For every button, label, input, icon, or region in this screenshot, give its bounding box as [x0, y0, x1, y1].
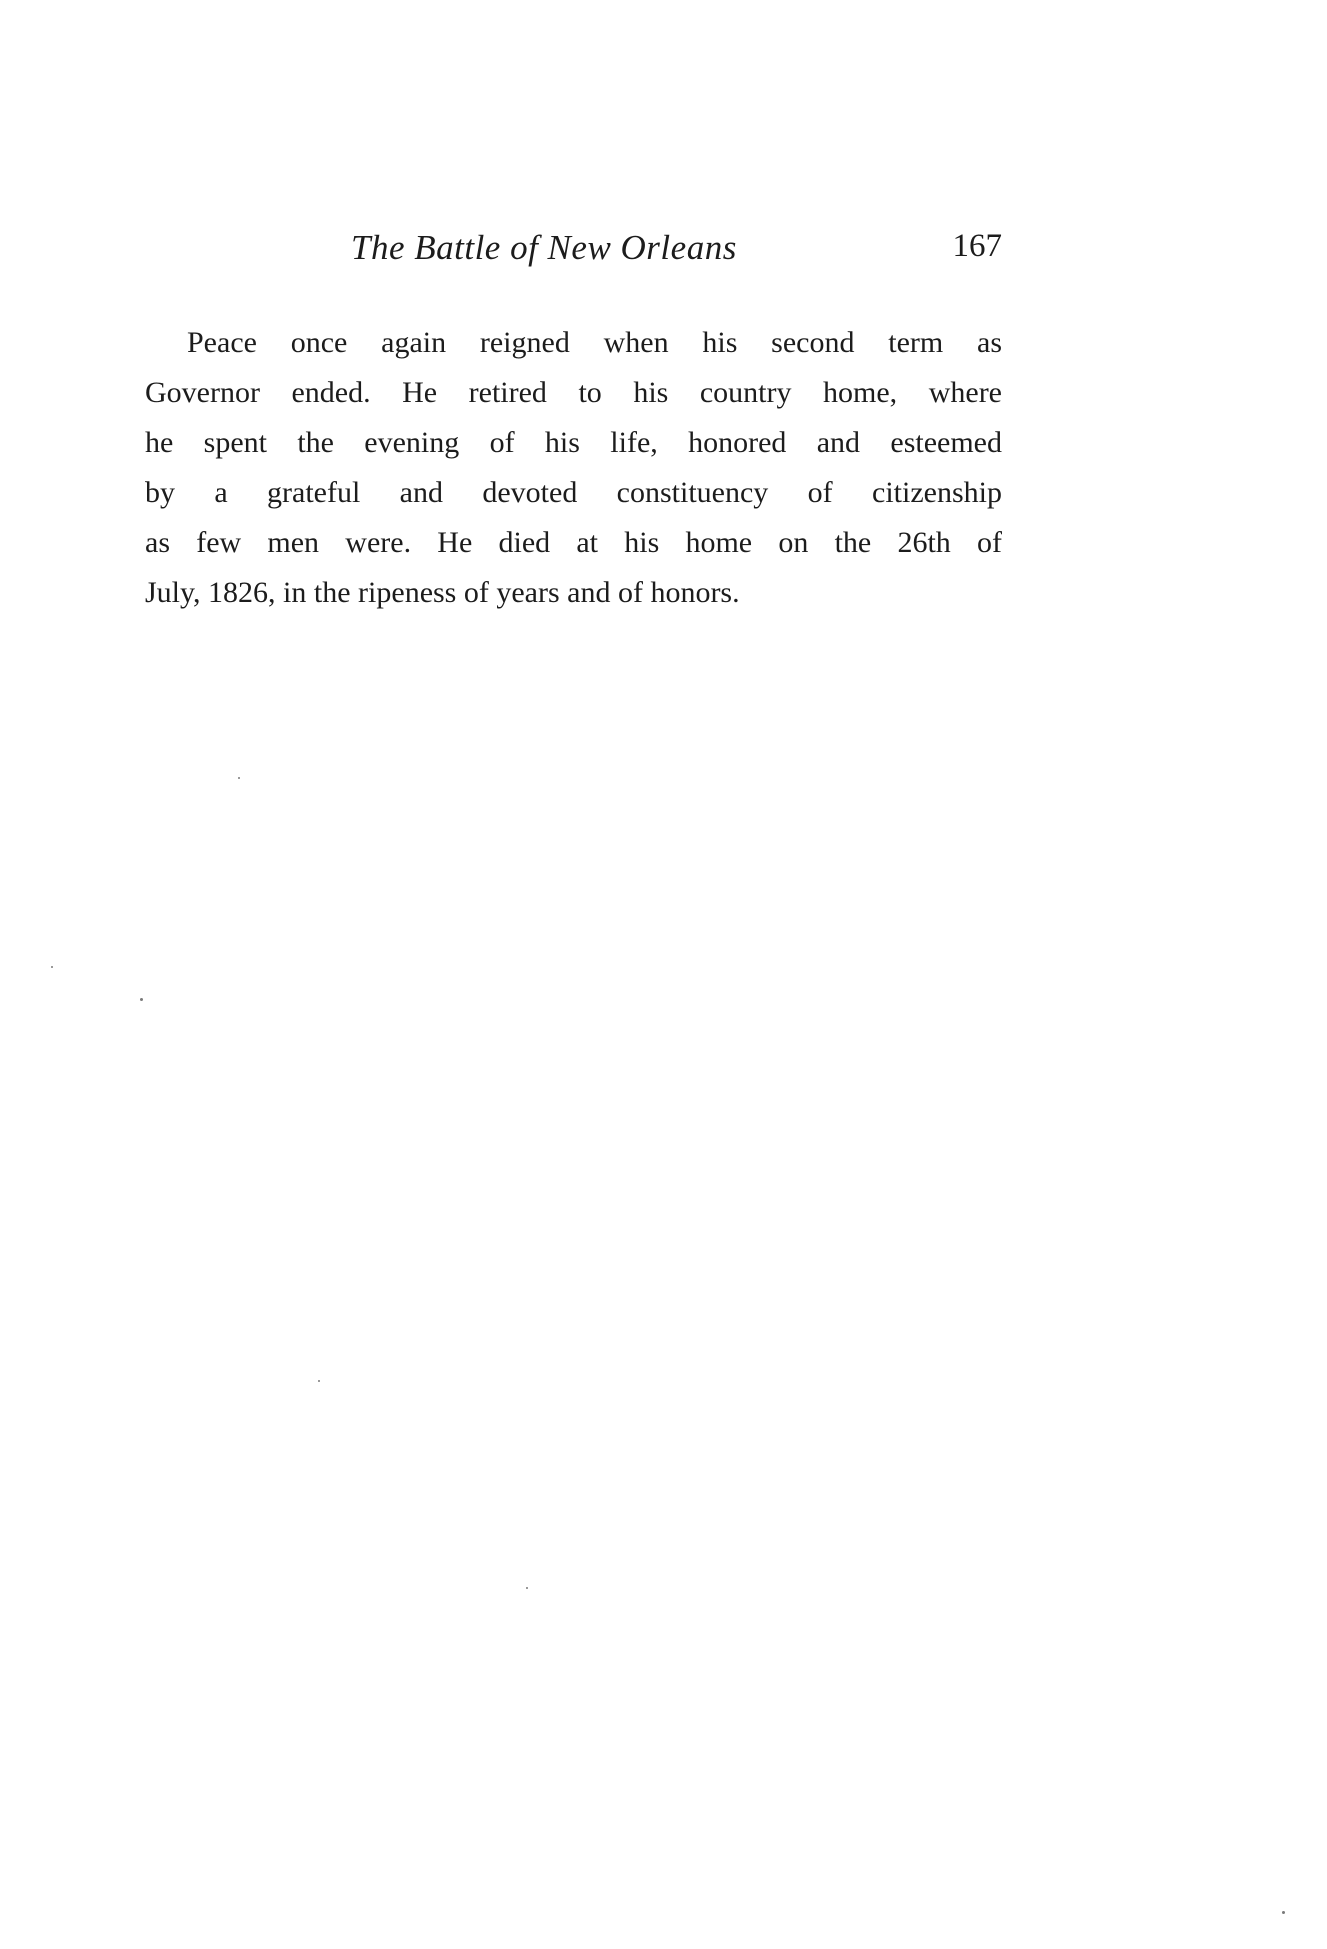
paragraph-line: July, 1826, in the ripeness of years and of honors.: [145, 576, 740, 609]
running-title: The Battle of New Orleans: [351, 228, 737, 267]
paragraph-line: as few men were. He died at his home on the 26th of: [145, 526, 1002, 559]
scan-speck: [1282, 1911, 1285, 1914]
scan-speck: [526, 1587, 528, 1589]
running-head: [145, 228, 1002, 278]
scan-speck: [140, 998, 143, 1001]
paragraph-line: he spent the evening of his life, honored and esteemed: [145, 426, 1002, 459]
scan-speck: [318, 1380, 320, 1382]
scan-speck: [238, 777, 240, 779]
paragraph: [145, 318, 1002, 618]
scan-speck: [51, 966, 53, 968]
page-number: 167: [952, 228, 1002, 264]
paragraph-line: Peace once again reigned when his second term as: [187, 326, 1002, 359]
paragraph-line: Governor ended. He retired to his country home, where: [145, 376, 1002, 409]
paragraph-line: by a grateful and devoted constituency of citizenship: [145, 476, 1002, 509]
